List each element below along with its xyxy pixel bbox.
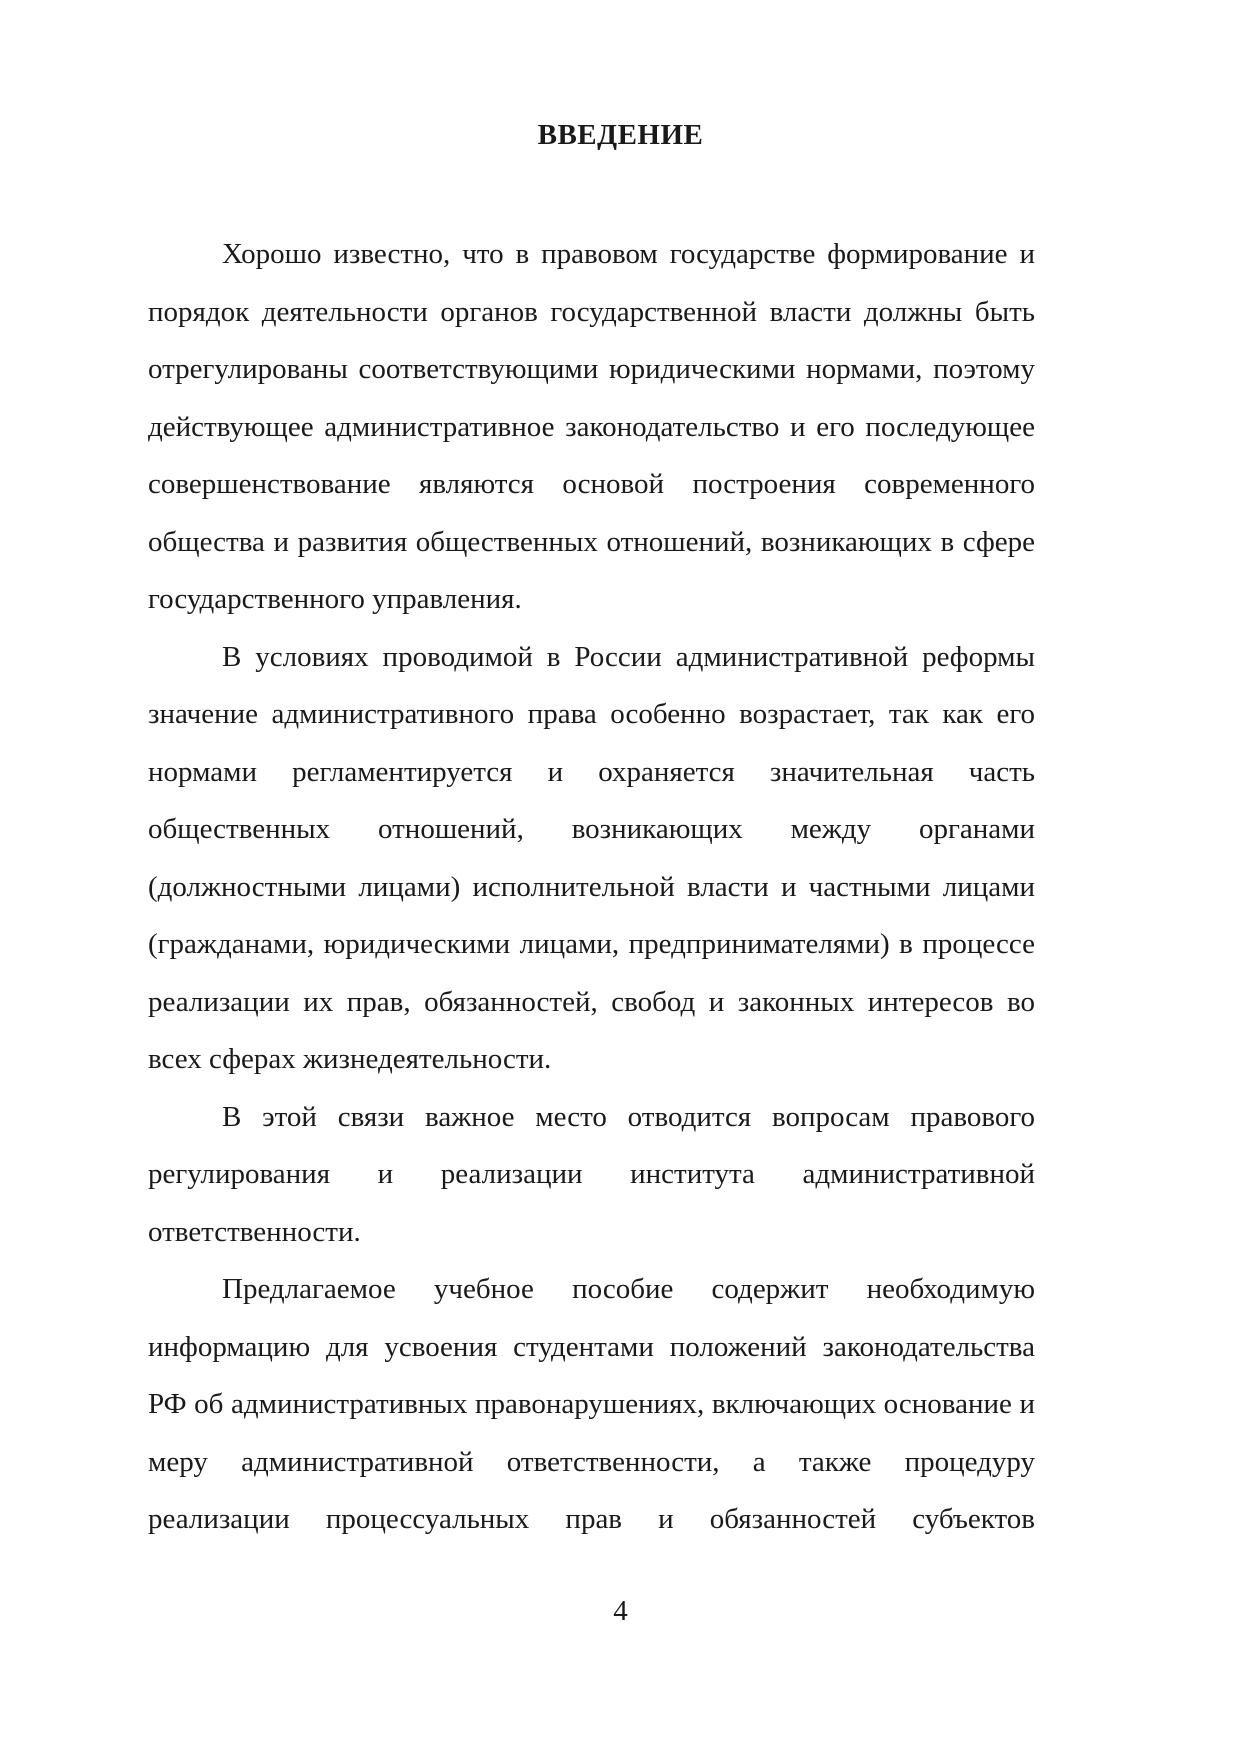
paragraph-2: В условиях проводимой в России административной реформы значение административного права особенно возрастает, так как его нормами регламентируется и охраняется значительная часть общественных отношений, возникающих между органами (должностными лицами) исполнительной власти и частными лицами (гражданами, юридическими лицами, предпринимателями) в процессе реализации их прав, обязанностей, свобод и законных интересов во всех сферах жизнедеятельности.	[148, 640, 1035, 1075]
section-heading: ВВЕДЕНИЕ	[537, 119, 704, 151]
paragraph-4: Предлагаемое учебное пособие содержит необходимую информацию для усвоения студентами положений законодательства РФ об административных правонарушениях, включающих основание и меру административной ответственности, а также процедуру реализации процессуальных прав и обязанностей субъектов	[148, 1273, 1035, 1535]
paragraph-3: В этой связи важное место отводится вопросам правового регулирования и реализации института административной ответственности.	[148, 1100, 1035, 1248]
paragraph-1: Хорошо известно, что в правовом государстве формирование и порядок деятельности органов государственной власти должны быть отрегулированы соответствующими юридическими нормами, поэтому действующее административное законодательство и его последующее совершенствование являются основой построения современного общества и развития общественных отношений, возникающих в сфере государственного управления.	[148, 238, 1035, 615]
body-text	[148, 226, 1035, 1549]
page-number: 4	[613, 1595, 628, 1627]
